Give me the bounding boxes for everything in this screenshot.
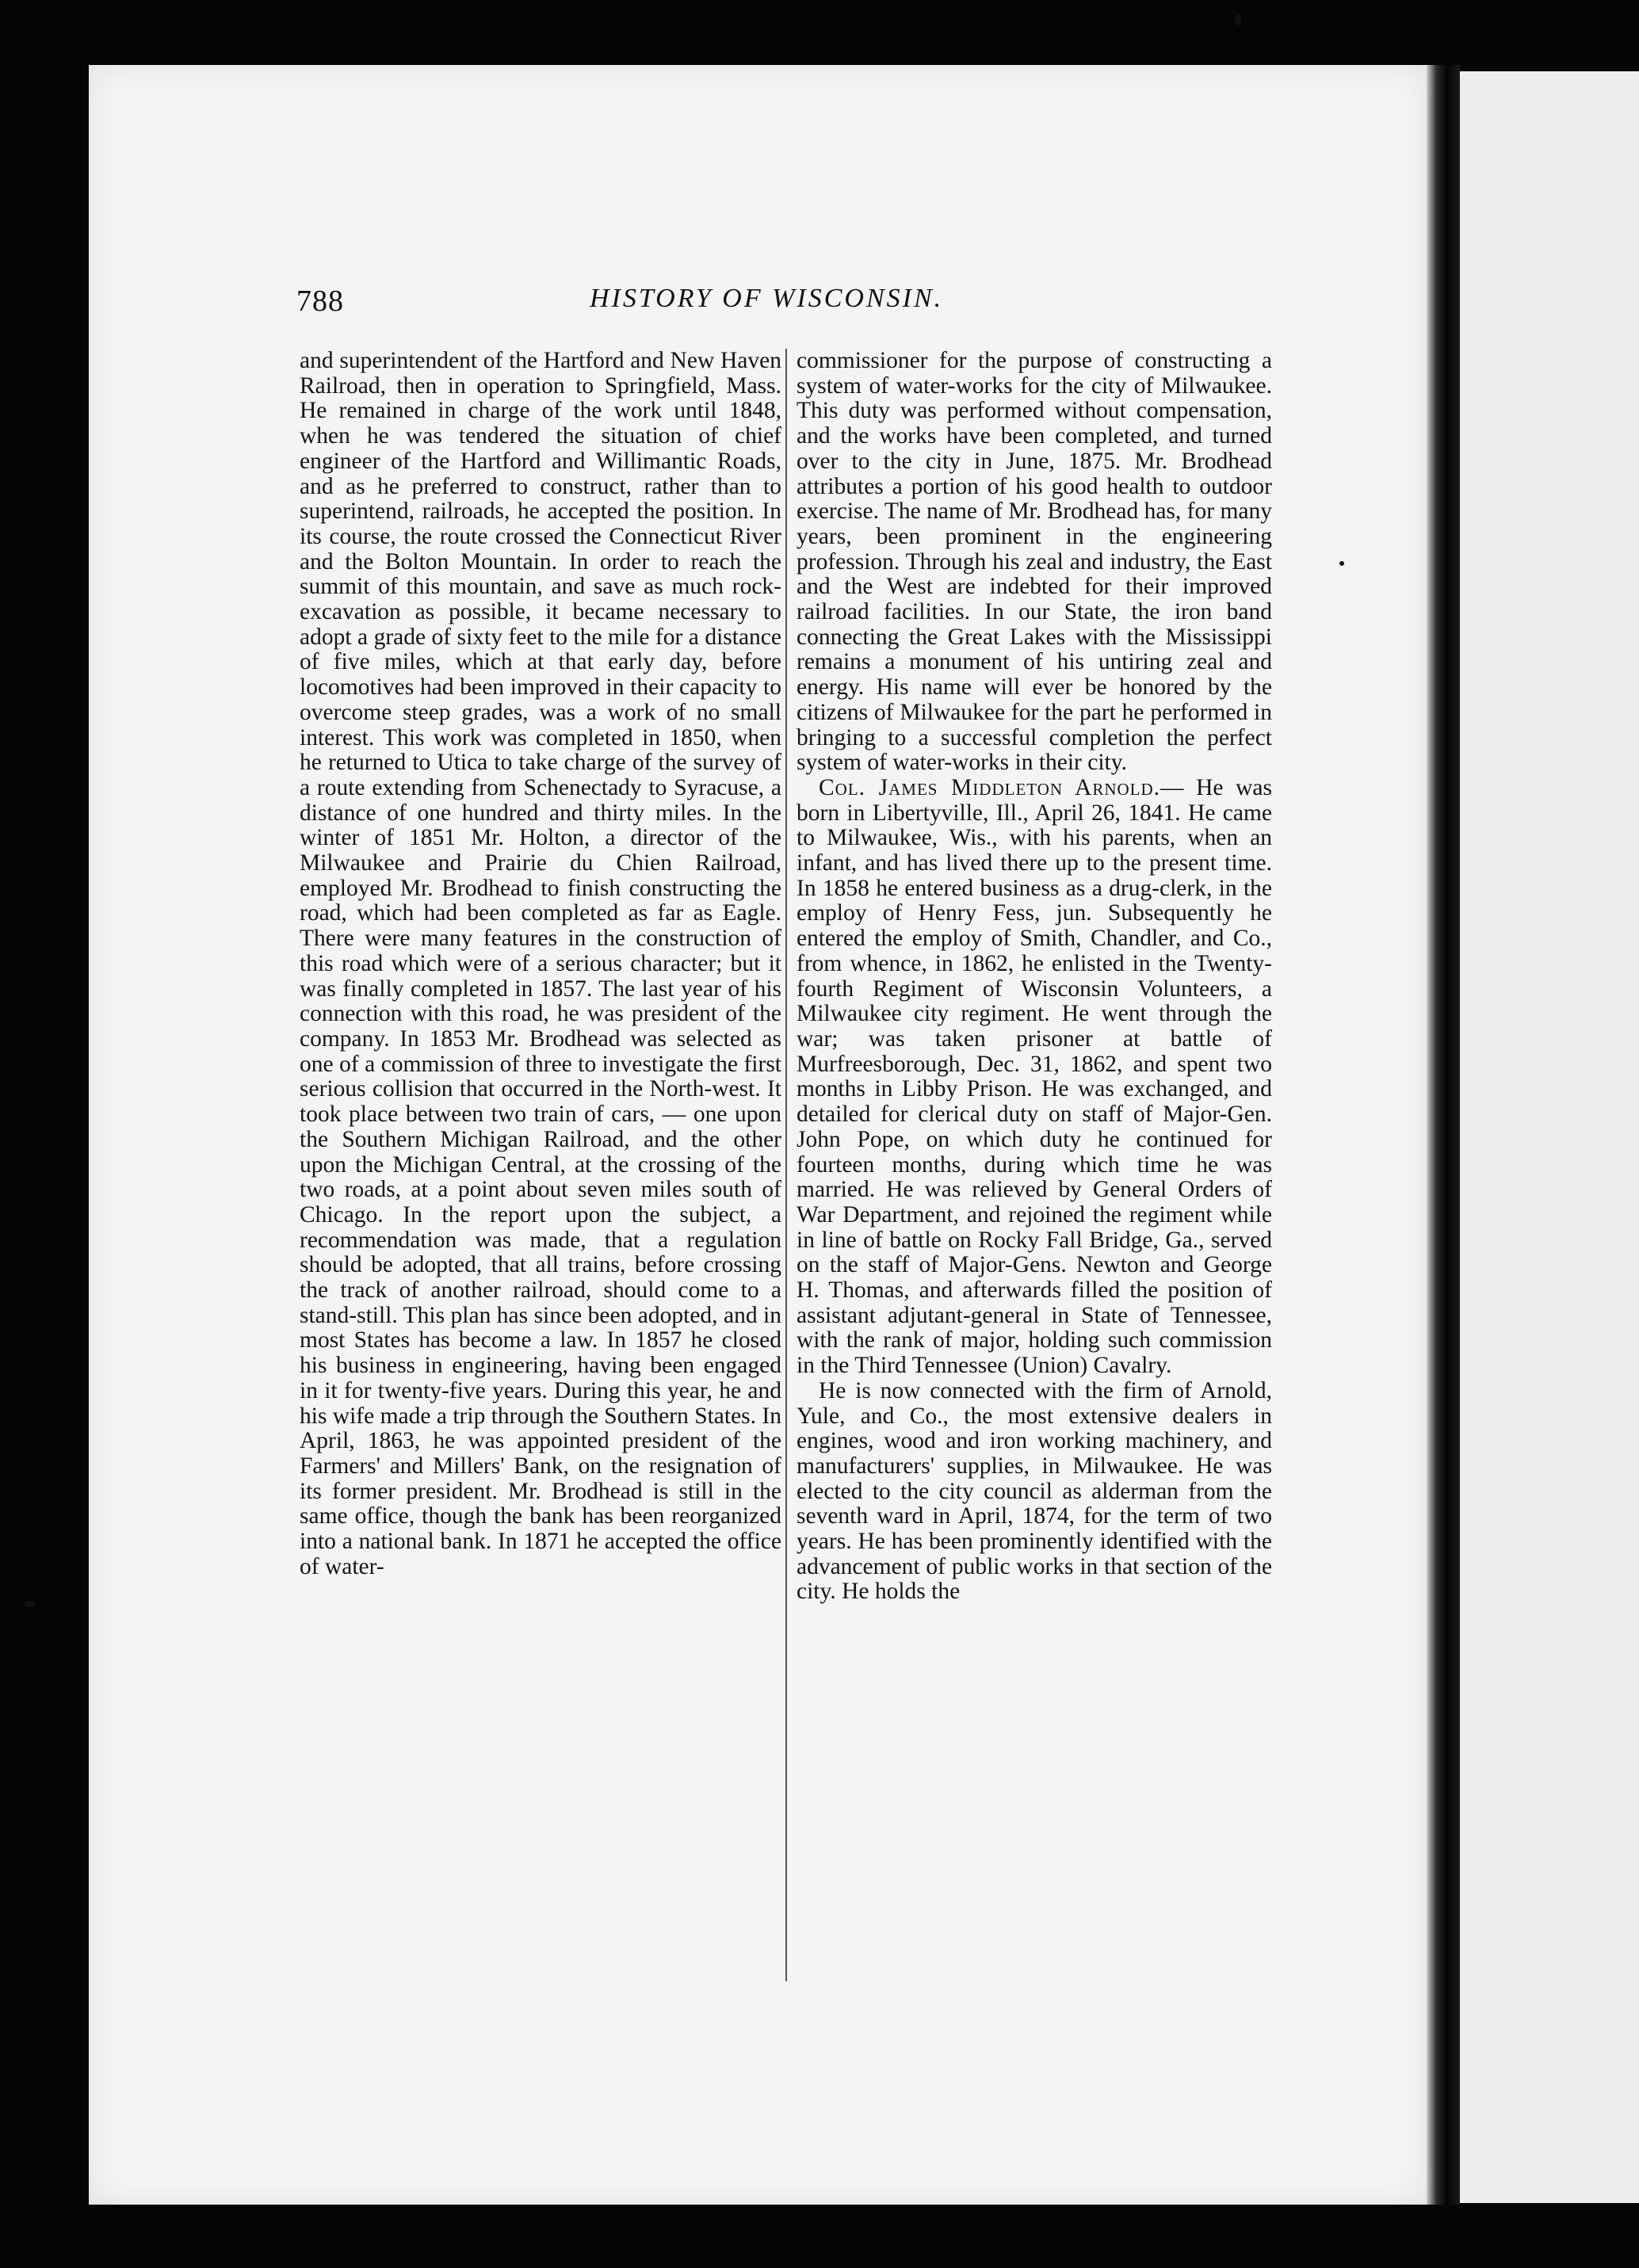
book-spine	[1427, 65, 1460, 2205]
bio-name-heading: Col. James Middleton Arnold.	[819, 774, 1161, 800]
arnold-biography	[797, 776, 1272, 1379]
left-paragraph: and superintendent of the Hartford and New Haven Railroad, then in operation to Springfield, Mass. He remained in charge of the work until 1848, when he was tendered the situation of chief engineer of the Hartford and Willimantic Roads, and as he preferred to construct, rather than to superintend, railroads, he accepted the position. In its course, the route crossed the Connecticut River and the Bolton Mountain. In order to reach the summit of this mountain, and save as much rock-excavation as possible, it became necessary to adopt a grade of sixty feet to the mile for a distance of five miles, which at that early day, before locomotives had been improved in their capacity to overcome steep grades, was a work of no small interest. This work was completed in 1850, when he returned to Utica to take charge of the survey of a route extending from Schenectady to Syracuse, a distance of one hundred and thirty miles. In the winter of 1851 Mr. Holton, a director of the Milwaukee and Prairie du Chien Railroad, employed Mr. Brodhead to finish constructing the road, which had been completed as far as Eagle. There were many features in the construction of this road which were of a serious character; but it was finally completed in 1857. The last year of his connection with this road, he was president of the company. In 1853 Mr. Brodhead was selected as one of a commission of three to investigate the first serious collision that occurred in the North-west. It took place between two train of cars, — one upon the Southern Michigan Railroad, and the other upon the Michigan Central, at the crossing of the two roads, at a point about seven miles south of Chicago. In the report upon the subject, a recommendation was made, that a regulation should be adopted, that all trains, before crossing the track of another railroad, should come to a stand-still. This plan has since been adopted, and in most States has become a law. In 1857 he closed his business in engineering, having been engaged in it for twenty-five years. During this year, he and his wife made a trip through the Southern States. In April, 1863, he was appointed president of the Farmers' and Millers' Bank, on the resignation of its former president. Mr. Brodhead is still in the same office, though the bank has been reorganized into a national bank. In 1871 he accepted the office of water-	[300, 348, 781, 1579]
brodhead-continuation: commissioner for the purpose of constructing a system of water-works for the city of Milwaukee. This duty was performed without compensation, and the works have been completed, and turned over to the city in June, 1875. Mr. Brodhead attributes a portion of his good health to outdoor exercise. The name of Mr. Brodhead has, for many years, been prominent in the engineering profession. Through his zeal and industry, the East and the West are indebted for their improved railroad facilities. In our State, the iron band connecting the Great Lakes with the Mississippi remains a monument of his untiring zeal and energy. His name will ever be honored by the citizens of Milwaukee for the part he performed in bringing to a successful completion the perfect system of water-works in their city.	[797, 348, 1272, 776]
running-head: HISTORY OF WISCONSIN.	[590, 284, 944, 313]
scan-speck	[1339, 561, 1344, 566]
bio-text: — He was born in Libertyville, Ill., April 26, 1841. He came to Milwaukee, Wis., with his parents, when an infant, and has lived there up to the present time. In 1858 he entered business as a drug-clerk, in the employ of Henry Fess, jun. Subsequently he entered the employ of Smith, Chandler, and Co., from whence, in 1862, he enlisted in the Twenty-fourth Regiment of Wisconsin Volunteers, a Milwaukee city regiment. He went through the war; was taken prisoner at battle of Murfreesborough, Dec. 31, 1862, and spent two months in Libby Prison. He was exchanged, and detailed for clerical duty on staff of Major-Gen. John Pope, on which duty he continued for fourteen months, during which time he was married. He was relieved by General Orders of War Department, and rejoined the regiment while in line of battle on Rocky Fall Bridge, Ga., served on the staff of Major-Gens. Newton and George H. Thomas, and afterwards filled the position of assistant adjutant-general in State of Tennessee, with the rank of major, holding such commission in the Third Tennessee (Union) Cavalry.	[797, 774, 1272, 1379]
page-number: 788	[296, 284, 344, 318]
scan-speck	[1235, 14, 1241, 25]
page-header	[296, 284, 1279, 331]
arnold-business-paragraph: He is now connected with the firm of Arnold, Yule, and Co., the most extensive dealers in engines, wood and iron working machinery, and manufacturers' supplies, in Milwaukee. He was elected to the city council as alderman from the seventh ward in April, 1874, for the term of two years. He has been prominently identified with the advancement of public works in that section of the city. He holds the	[797, 1377, 1272, 1605]
scan-speck	[24, 1601, 35, 1607]
left-column	[300, 349, 781, 1579]
column-divider	[785, 349, 787, 1981]
facing-page-edge	[1460, 71, 1639, 2203]
right-column	[797, 349, 1272, 1605]
